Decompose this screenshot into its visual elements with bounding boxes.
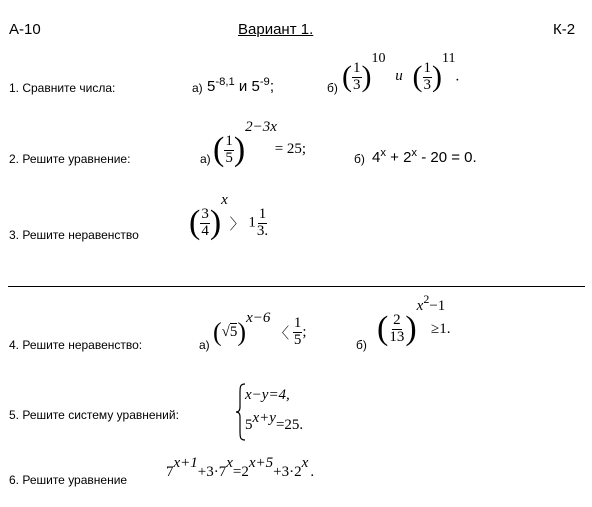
system-equation-2: 5x+y=25. [245,410,304,433]
task-2b-expression: $4^x + 2^x - 20 = 0$. [372,146,477,166]
work-code: К-2 [553,21,576,38]
task-1b-label: б) [327,81,338,95]
task-4-prompt: 4. Решите неравенство: [9,338,143,352]
task-2a-label: а) [200,152,211,166]
task-3-prompt: 3. Решите неравенство [9,228,139,242]
task-4a-label: а) [199,338,210,352]
task-1a-expression: $5^{-8,1}$ и $5^{-9}$; [207,75,274,95]
task-2-prompt: 2. Решите уравнение: [9,152,131,166]
task-5-prompt: 5. Решите систему уравнений: [9,408,179,422]
task-1b-expression: ( $\frac{1}{3}$ )10 и ( $\frac{1}{3}$ )11. [342,51,460,93]
task-6-prompt: 6. Решите уравнение [9,473,128,487]
task-3-expression: ( $\frac{3}{4}$ )x 〉 1 $\frac{1}{3.}$ [189,192,269,241]
task-4b-expression: ( $\frac{2}{13}$ )$x^2-1 \ge 1$. [377,292,451,347]
variant-title: Вариант 1. [238,21,314,38]
task-6-expression: 7x+1+3·7x=2x+5+3·2x. [166,455,315,480]
task-2b-label: б) [354,152,365,166]
class-code: А-10 [9,21,41,38]
task-2a-expression: ( $\frac{1}{5}$ )2−3x = 25; [213,119,307,168]
system-equation-1: x−y=4, [245,387,290,403]
task-1-prompt: 1. Сравните числа: [9,81,116,95]
task-1a-label: а) [192,81,203,95]
task-4b-label: б) [356,338,367,352]
task-4a-expression: (√5)x−6 〈 $\frac{1}{5}$ ; [213,309,307,348]
section-divider [8,286,585,287]
